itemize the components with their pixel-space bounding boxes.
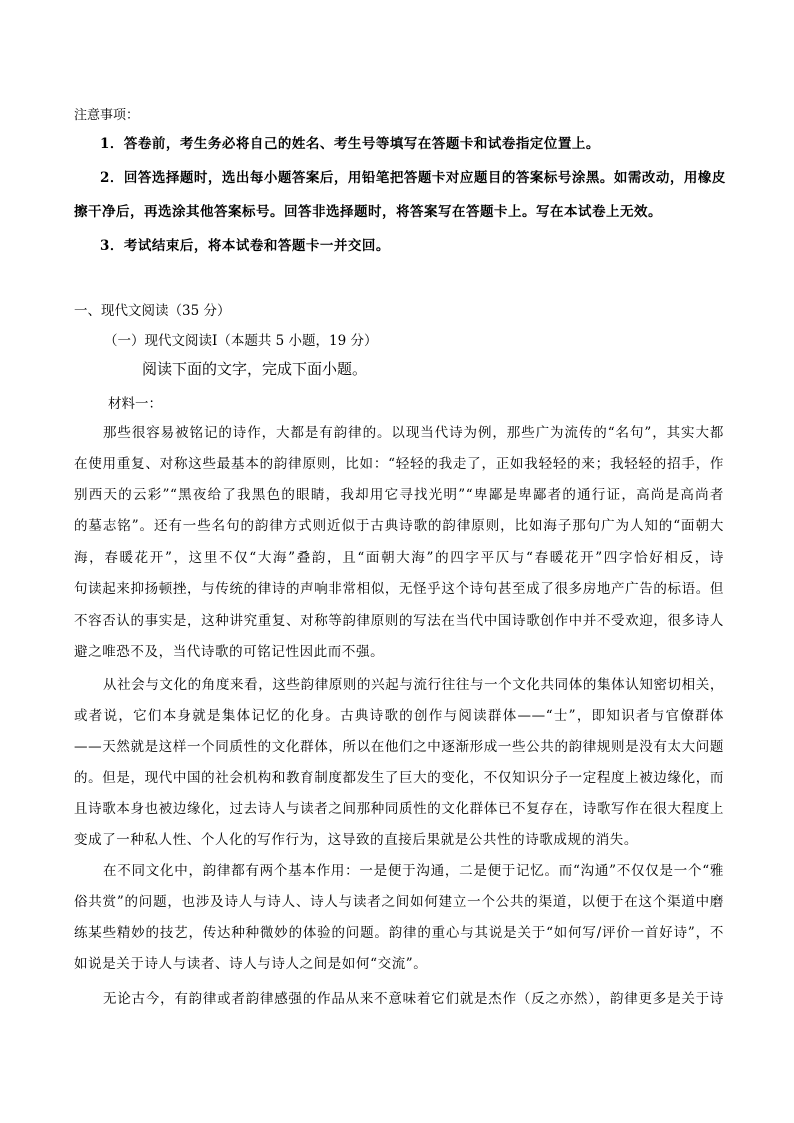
passage-line: 变成了一种私人性、个人化的写作行为，这导致的直接后果就是公共性的诗歌成规的消失。 bbox=[74, 832, 638, 848]
passage-line: 的。但是，现代中国的社会机构和教育制度都发生了巨大的变化，不仅知识分子一定程度上被边缘化，而 bbox=[74, 770, 724, 786]
note-item-2: 2．回答选择题时，选出每小题答案后，用铅笔把答题卡对应题目的答案标号涂黑。如需改动，用橡皮擦干净后，再选涂其他答案标号。回答非选择题时，将答案写在答题卡上。写在本试卷上无效。 bbox=[74, 170, 726, 220]
passage-line: 从社会与文化的角度来看，这些韵律原则的兴起与流行往往与一个文化共同体的集体认知密切相关， bbox=[103, 677, 724, 693]
passage-line: 别西天的云彩”“黑夜给了我黑色的眼睛，我却用它寻找光明”“卑鄙是卑鄙者的通行证，高尚是高尚者 bbox=[74, 487, 724, 503]
passage-line: 无论古今，有韵律或者韵律感强的作品从来不意味着它们就是杰作（反之亦然），韵律更多是关于诗 bbox=[103, 991, 724, 1007]
sub-section-heading: （一）现代文阅读Ⅰ（本题共 5 小题，19 分） bbox=[104, 333, 378, 349]
passage-line: 在不同文化中，韵律都有两个基本作用：一是便于沟通，二是便于记忆。而“沟通”不仅仅是一个“雅 bbox=[103, 863, 724, 879]
passage-line: 俗共赏”的问题，也涉及诗人与诗人、诗人与读者之间如何建立一个公共的渠道，以便于在这个渠道中磨 bbox=[74, 894, 724, 910]
passage-line: ——天然就是这样一个同质性的文化群体，所以在他们之中逐渐形成一些公共的韵律规则是没有太大问题 bbox=[74, 739, 724, 755]
passage-line: 的墓志铭”。还有一些名句的韵律方式则近似于古典诗歌的韵律原则，比如海子那句广为人知的“面朝大 bbox=[74, 518, 724, 534]
section-heading: 一、现代文阅读（35 分） bbox=[74, 303, 231, 319]
notes-title: 注意事项： bbox=[74, 108, 140, 123]
passage-line: 练某些精妙的技艺，传达种种微妙的体验的问题。韵律的重心与其说是关于“如何写/评价一首好诗”，不 bbox=[74, 925, 724, 941]
reading-instruction: 阅读下面的文字，完成下面小题。 bbox=[142, 360, 368, 378]
passage-line: 在使用重复、对称这些最基本的韵律原则，比如：“轻轻的我走了，正如我轻轻的来；我轻轻的招手，作 bbox=[74, 456, 724, 472]
passage-line: 那些很容易被铭记的诗作，大都是有韵律的。以现当代诗为例，那些广为流传的“名句”，其实大都 bbox=[103, 425, 724, 441]
note-item-3: 3．考试结束后，将本试卷和答题卡一并交回。 bbox=[100, 238, 390, 254]
passage-line: 如说是关于诗人与读者、诗人与诗人之间是如何“交流”。 bbox=[74, 956, 428, 972]
note-item-1: 1．答卷前，考生务必将自己的姓名、考生号等填写在答题卡和试卷指定位置上。 bbox=[100, 136, 600, 152]
passage-line: 海，春暖花开”，这里不仅“大海”叠韵，且“面朝大海”的四字平仄与“春暖花开”四字恰好相反，诗 bbox=[74, 550, 724, 566]
passage-line: 避之唯恐不及，当代诗歌的可铭记性因此而不强。 bbox=[74, 644, 385, 660]
material-label: 材料一： bbox=[108, 396, 162, 412]
passage-line: 或者说，它们本身就是集体记忆的化身。古典诗歌的创作与阅读群体——“士”，即知识者与官僚群体 bbox=[74, 708, 724, 724]
passage-line: 句读起来抑扬顿挫，与传统的律诗的声响非常相似，无怪乎这个诗句甚至成了很多房地产广告的标语。但 bbox=[74, 581, 724, 597]
passage-line: 不容否认的事实是，这种讲究重复、对称等韵律原则的写法在当代中国诗歌创作中并不受欢迎，很多诗人 bbox=[74, 613, 724, 629]
passage-line: 且诗歌本身也被边缘化，过去诗人与读者之间那种同质性的文化群体已不复存在，诗歌写作在很大程度上 bbox=[74, 801, 724, 817]
